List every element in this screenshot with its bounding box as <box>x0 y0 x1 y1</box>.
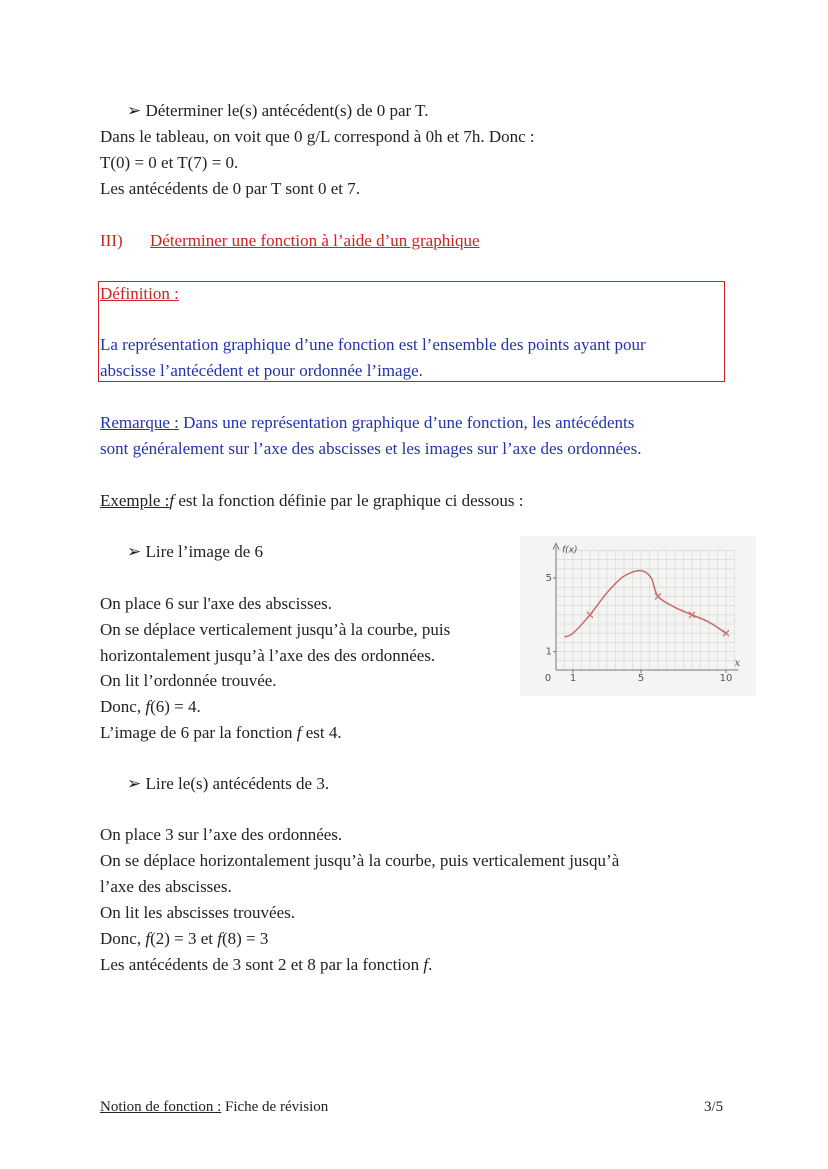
section-heading <box>100 230 479 252</box>
text-part: (8) = 3 <box>221 929 269 948</box>
x-tick-label: 0 <box>544 673 552 684</box>
text-part: (6) = 4. <box>150 697 201 716</box>
definition-text: La représentation graphique d’une fonction est l’ensemble des points ayant pour <box>100 335 646 354</box>
function-name: f <box>296 723 302 742</box>
text-line: T(0) = 0 et T(7) = 0. <box>100 153 239 172</box>
text-line: l’axe des abscisses. <box>100 877 232 896</box>
function-name: f <box>423 955 429 974</box>
chart-grid <box>556 550 735 670</box>
footer-left <box>100 1099 328 1116</box>
y-tick-label: 1 <box>545 646 552 658</box>
footer-text: Fiche de révision <box>221 1099 329 1115</box>
definition-text: abscisse l’antécédent et pour ordonnée l’image. <box>100 361 423 380</box>
text-part: Les antécédents de 3 sont 2 et 8 par la fonction <box>100 955 424 974</box>
x-tick-label: 1 <box>569 673 577 684</box>
text-line: On se déplace verticalement jusqu’à la courbe, puis <box>100 620 451 639</box>
text-line: On lit l’ordonnée trouvée. <box>100 671 277 690</box>
function-graph <box>520 536 756 696</box>
function-name: f <box>145 929 151 948</box>
text-line <box>100 954 432 976</box>
remark-line <box>100 412 634 434</box>
section-number: III) <box>100 231 123 250</box>
text-line: On place 6 sur l'axe des abscisses. <box>100 594 333 613</box>
remark-text: sont généralement sur l’axe des abscisses et les images sur l’axe des ordonnées. <box>100 439 642 458</box>
function-name: f <box>145 697 151 716</box>
text-line: On lit les abscisses trouvées. <box>100 903 295 922</box>
x-tick-label: 10 <box>719 673 733 684</box>
text-part: (2) = 3 et <box>150 929 218 948</box>
text-line <box>100 722 342 744</box>
footer-label: Notion de fonction : <box>100 1099 222 1115</box>
text-part: est 4. <box>301 723 342 742</box>
text-line: horizontalement jusqu’à l’axe des des ordonnées. <box>100 646 436 665</box>
text-part: . <box>428 955 433 974</box>
example-text: est la fonction définie par le graphique ci dessous : <box>174 491 524 510</box>
example-label: Exemple : <box>100 491 170 510</box>
y-tick-label: 5 <box>545 573 552 584</box>
function-chart <box>520 536 756 696</box>
x-tick-label: 5 <box>637 673 645 684</box>
chart-axes <box>553 543 739 670</box>
remark-label: Remarque : <box>100 413 179 432</box>
function-name: f <box>169 491 175 510</box>
function-curve <box>565 571 727 637</box>
bullet-antecedents-zero: ➢ Déterminer le(s) antécédent(s) de 0 par T. <box>127 101 429 120</box>
x-axis-label: x <box>734 658 741 669</box>
text-line <box>100 928 268 950</box>
text-line: Les antécédents de 0 par T sont 0 et 7. <box>100 179 360 198</box>
bullet-read-antecedents: ➢ Lire le(s) antécédents de 3. <box>127 774 330 793</box>
text-line: On se déplace horizontalement jusqu’à la courbe, puis verticalement jusqu’à <box>100 851 620 870</box>
section-title: Déterminer une fonction à l’aide d’un graphique <box>150 231 480 250</box>
function-name: f <box>217 929 222 948</box>
text-part: Donc, <box>100 697 146 716</box>
page-number: 3/5 <box>704 1099 724 1115</box>
text-line <box>100 696 201 718</box>
y-axis-label: f(x) <box>562 545 578 556</box>
text-part: L’image de 6 par la fonction <box>100 723 297 742</box>
example-line <box>100 490 523 512</box>
bullet-read-image: ➢ Lire l’image de 6 <box>127 542 264 561</box>
text-line: Dans le tableau, on voit que 0 g/L correspond à 0h et 7h. Donc : <box>100 127 535 146</box>
definition-label: Définition : <box>100 284 179 303</box>
remark-text: Dans une représentation graphique d’une fonction, les antécédents <box>178 413 635 432</box>
text-part: Donc, <box>100 929 146 948</box>
text-line: On place 3 sur l’axe des ordonnées. <box>100 825 343 844</box>
